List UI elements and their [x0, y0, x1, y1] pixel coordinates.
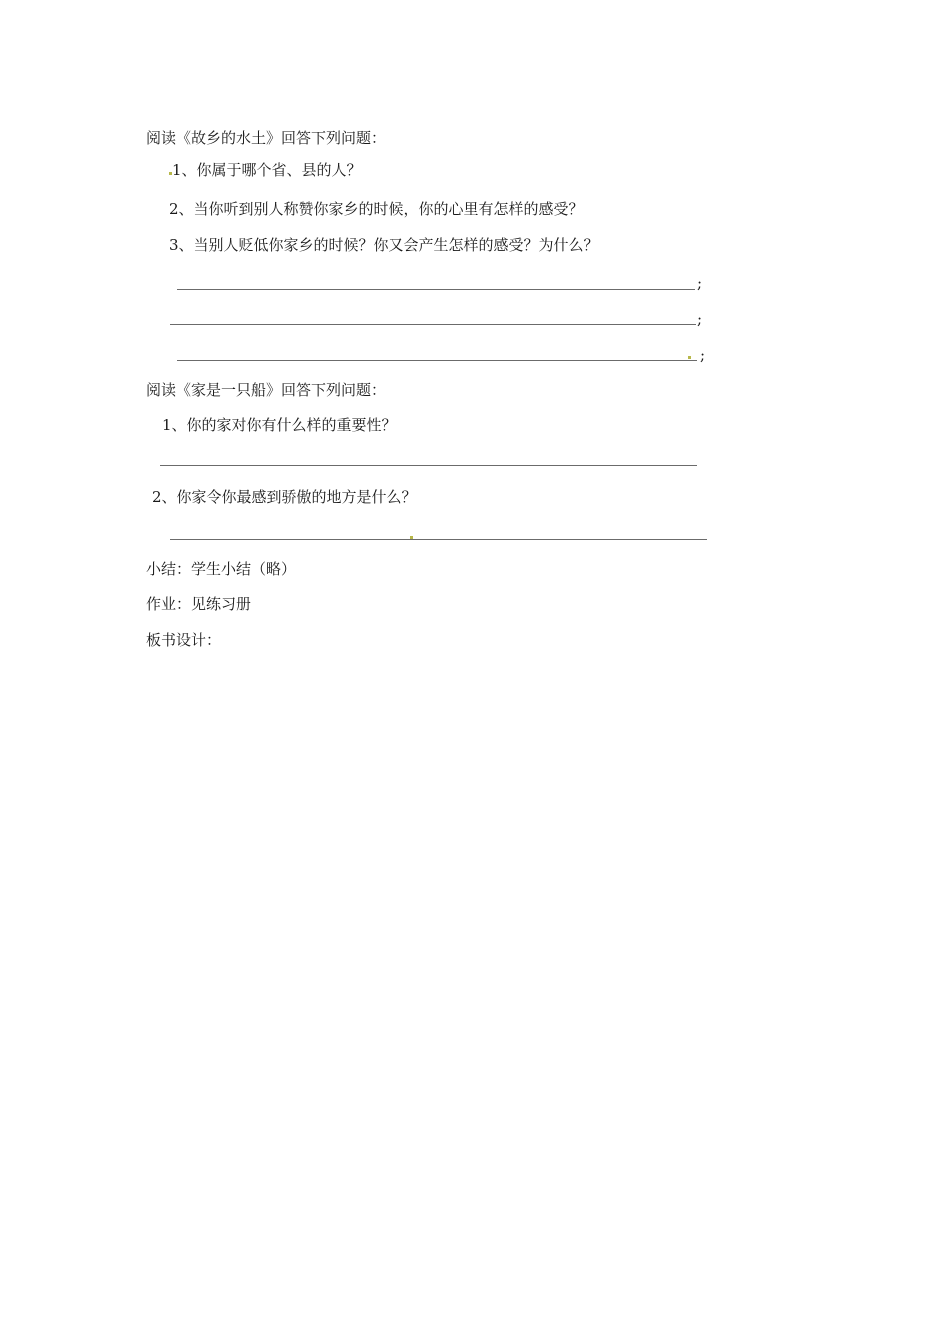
answer-line-3-terminator: ; — [700, 346, 706, 364]
answer-line-2-terminator: ; — [697, 310, 703, 328]
answer-line-5[interactable] — [170, 539, 707, 540]
marker-dot — [410, 536, 413, 539]
summary-text: 小结：学生小结（略） — [146, 560, 297, 578]
section1-question-2: 2、当你听到别人称赞你家乡的时候，你的心里有怎样的感受？ — [169, 200, 584, 218]
answer-line-1[interactable] — [177, 289, 695, 290]
answer-line-3[interactable] — [177, 360, 697, 361]
board-design-text: 板书设计： — [146, 631, 222, 649]
answer-line-4[interactable] — [160, 465, 697, 466]
section2-question-2: 2、你家令你最感到骄傲的地方是什么？ — [152, 488, 417, 506]
homework-text: 作业：见练习册 — [146, 595, 252, 613]
section1-heading: 阅读《故乡的水土》回答下列问题： — [146, 129, 387, 147]
section1-question-1: 1、你属于哪个省、县的人？ — [172, 161, 362, 179]
answer-line-2[interactable] — [170, 324, 696, 325]
marker-dot — [688, 356, 691, 359]
answer-line-1-terminator: ; — [697, 274, 703, 292]
section1-question-3: 3、当别人贬低你家乡的时候？你又会产生怎样的感受？为什么？ — [169, 236, 599, 254]
section2-heading: 阅读《家是一只船》回答下列问题： — [146, 381, 387, 399]
section2-question-1: 1、你的家对你有什么样的重要性？ — [162, 416, 397, 434]
